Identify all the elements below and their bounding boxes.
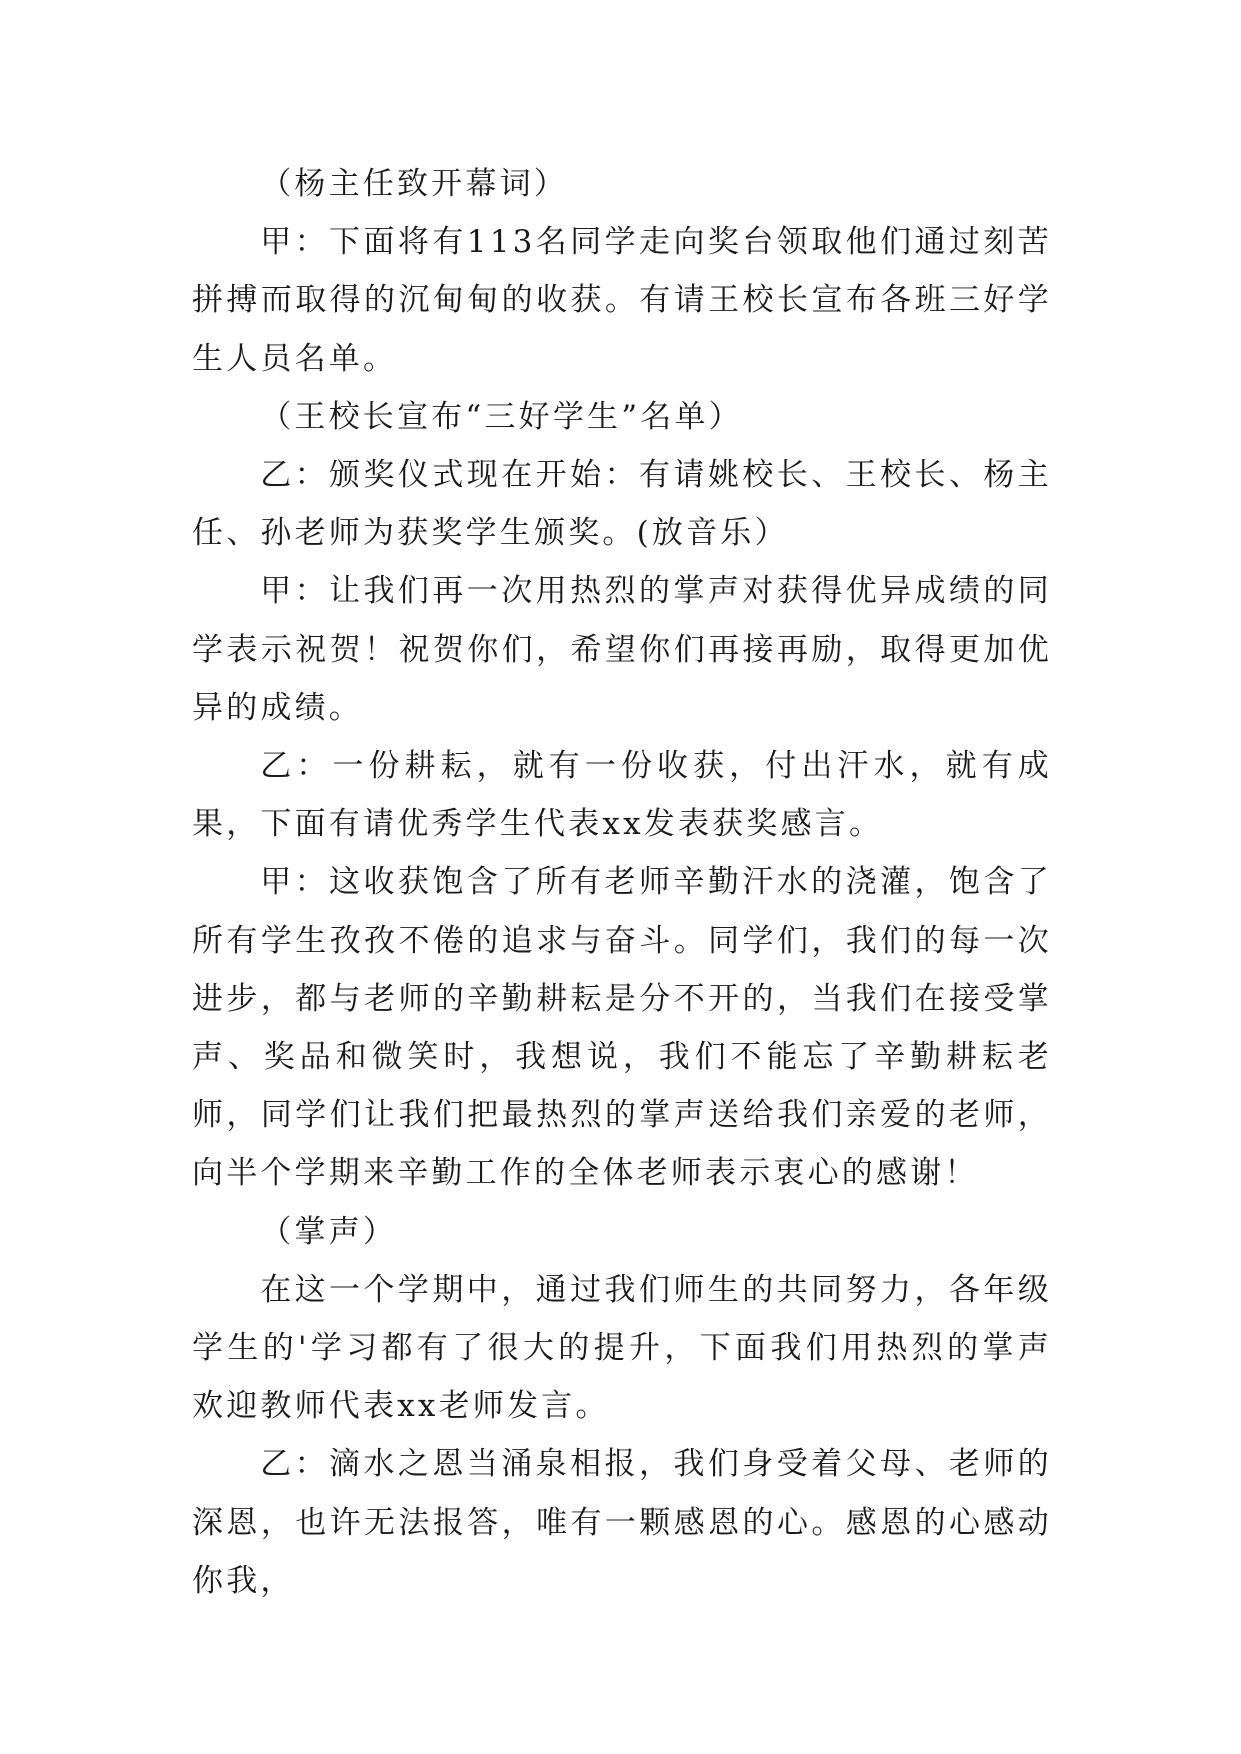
paragraph-host-b-ceremony-start: 乙：颁奖仪式现在开始：有请姚校长、王校长、杨主任、孙老师为获奖学生颁奖。(放音乐）	[192, 457, 1052, 552]
paragraph-host-a-thank-teachers: 甲：这收获饱含了所有老师辛勤汗水的浇灌，饱含了所有学生孜孜不倦的追求与奋斗。同学们，我们的每一次进步，都与老师的辛勤耕耘是分不开的，当我们在接受掌声、奖品和微笑时，我想说，我们不能忘了辛勤耕耘老师，同学们让我们把最热烈的掌声送给我们亲爱的老师，向半个学期来辛勤工作的全体老师表示衷心的感谢！	[192, 864, 1052, 1192]
paragraph-host-b-student-speech: 乙：一份耕耘，就有一份收获，付出汗水，就有成果，下面有请优秀学生代表xx发表获奖感言。	[192, 748, 1052, 843]
paragraph-host-b-gratitude: 乙：滴水之恩当涌泉相报，我们身受着父母、老师的深恩，也许无法报答，唯有一颗感恩的心。感恩的心感动你我，	[192, 1446, 1052, 1599]
paragraph-principal-announces-note: （王校长宣布“三好学生”名单）	[260, 398, 743, 435]
paragraph-host-a-congratulations: 甲：让我们再一次用热烈的掌声对获得优异成绩的同学表示祝贺！祝贺你们，希望你们再接再励，取得更加优异的成绩。	[192, 573, 1052, 726]
paragraph-teacher-speech-intro: 在这一个学期中，通过我们师生的共同努力，各年级学生的'学习都有了很大的提升，下面我们用热烈的掌声欢迎教师代表xx老师发言。	[192, 1271, 1052, 1425]
paragraph-opening-speech-note: （杨主任致开幕词）	[260, 166, 568, 202]
document-body	[192, 155, 1052, 1610]
paragraph-applause-note: （掌声）	[260, 1213, 397, 1250]
paragraph-host-a-awards-intro: 甲：下面将有113名同学走向奖台领取他们通过刻苦拼搏而取得的沉甸甸的收获。有请王校长宣布各班三好学生人员名单。	[192, 224, 1052, 377]
